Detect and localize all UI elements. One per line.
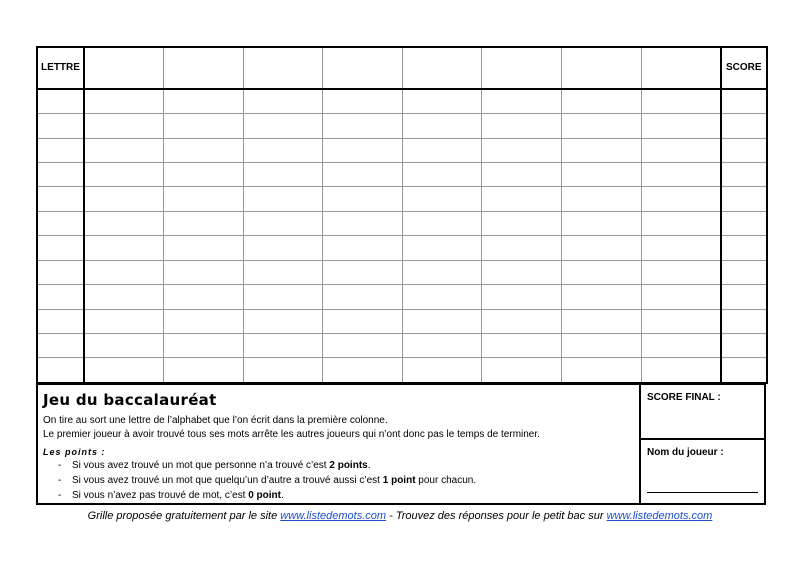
answer-cell[interactable] [641, 114, 721, 138]
grid-row [37, 138, 767, 162]
game-title: Jeu du baccalauréat [43, 391, 217, 409]
lettre-cell[interactable] [37, 114, 84, 138]
answer-cell[interactable] [562, 187, 642, 211]
answer-cell[interactable] [243, 187, 323, 211]
score-panel [639, 383, 766, 505]
answer-cell[interactable] [641, 333, 721, 357]
answer-cell[interactable] [482, 138, 562, 162]
answer-cell[interactable] [243, 309, 323, 333]
rule-item: - Si vous n’avez pas trouvé de mot, c’est 0 point. [58, 488, 476, 503]
answer-cell[interactable] [562, 358, 642, 383]
answer-cell[interactable] [641, 358, 721, 383]
category-header-cell[interactable] [84, 47, 164, 89]
score-cell[interactable] [721, 285, 767, 309]
category-header-cell[interactable] [323, 47, 403, 89]
answer-cell[interactable] [323, 285, 403, 309]
answer-cell[interactable] [323, 187, 403, 211]
grid-row [37, 211, 767, 235]
answer-cell[interactable] [482, 333, 562, 357]
answer-cell[interactable] [243, 236, 323, 260]
answer-cell[interactable] [482, 187, 562, 211]
answer-cell[interactable] [402, 138, 482, 162]
points-label: Les points : [43, 447, 106, 457]
answer-cell[interactable] [482, 163, 562, 187]
grid-row [37, 187, 767, 211]
answer-cell[interactable] [243, 89, 323, 114]
answer-cell[interactable] [164, 260, 244, 284]
answer-cell[interactable] [482, 211, 562, 235]
rules-box [36, 383, 640, 505]
answer-cell[interactable] [402, 163, 482, 187]
answer-cell[interactable] [243, 114, 323, 138]
lettre-cell[interactable] [37, 236, 84, 260]
answer-cell[interactable] [562, 138, 642, 162]
score-cell[interactable] [721, 163, 767, 187]
answer-cell[interactable] [562, 260, 642, 284]
lettre-cell[interactable] [37, 138, 84, 162]
answer-cell[interactable] [84, 211, 164, 235]
score-cell[interactable] [721, 114, 767, 138]
footer [0, 510, 800, 522]
score-cell[interactable] [721, 333, 767, 357]
score-cell[interactable] [721, 260, 767, 284]
rule-item: - Si vous avez trouvé un mot que personne n’a trouvé c’est 2 points. [58, 458, 476, 473]
grid-row [37, 89, 767, 114]
answer-cell[interactable] [164, 236, 244, 260]
answer-cell[interactable] [562, 333, 642, 357]
answer-cell[interactable] [562, 309, 642, 333]
category-header-cell[interactable] [402, 47, 482, 89]
category-header-cell[interactable] [482, 47, 562, 89]
answer-cell[interactable] [243, 163, 323, 187]
grid-row [37, 163, 767, 187]
answer-cell[interactable] [482, 114, 562, 138]
answer-cell[interactable] [323, 163, 403, 187]
lettre-cell[interactable] [37, 285, 84, 309]
answer-cell[interactable] [84, 163, 164, 187]
answer-cell[interactable] [243, 285, 323, 309]
answer-cell[interactable] [84, 260, 164, 284]
answer-cell[interactable] [84, 236, 164, 260]
answer-cell[interactable] [482, 236, 562, 260]
answer-cell[interactable] [323, 260, 403, 284]
answer-cell[interactable] [641, 163, 721, 187]
answer-cell[interactable] [84, 89, 164, 114]
footer-link-2[interactable]: www.listedemots.com [606, 510, 713, 522]
answer-cell[interactable] [243, 260, 323, 284]
answer-cell[interactable] [562, 285, 642, 309]
score-cell[interactable] [721, 187, 767, 211]
answer-cell[interactable] [562, 211, 642, 235]
answer-cell[interactable] [641, 260, 721, 284]
answer-cell[interactable] [482, 260, 562, 284]
intro-line-1: On tire au sort une lettre de l’alphabet que l’on écrit dans la première colonne. [43, 415, 388, 426]
answer-cell[interactable] [402, 333, 482, 357]
grid-row [37, 260, 767, 284]
answer-cell[interactable] [402, 211, 482, 235]
player-name-box[interactable] [641, 440, 764, 503]
answer-cell[interactable] [482, 309, 562, 333]
answer-cell[interactable] [164, 138, 244, 162]
answer-cell[interactable] [482, 89, 562, 114]
grid-header-row [37, 47, 767, 89]
answer-cell[interactable] [641, 211, 721, 235]
answer-cell[interactable] [243, 138, 323, 162]
answer-cell[interactable] [243, 211, 323, 235]
lettre-header: LETTRE [37, 47, 84, 89]
answer-cell[interactable] [323, 358, 403, 383]
lettre-cell[interactable] [37, 358, 84, 383]
answer-cell[interactable] [562, 114, 642, 138]
answer-cell[interactable] [243, 358, 323, 383]
grid-row [37, 358, 767, 383]
category-header-cell[interactable] [562, 47, 642, 89]
answer-cell[interactable] [562, 89, 642, 114]
grid-row [37, 114, 767, 138]
score-final-box[interactable] [641, 385, 764, 440]
answer-cell[interactable] [641, 138, 721, 162]
answer-cell[interactable] [84, 138, 164, 162]
category-header-cell[interactable] [641, 47, 721, 89]
answer-cell[interactable] [84, 285, 164, 309]
answer-cell[interactable] [482, 358, 562, 383]
answer-cell[interactable] [164, 187, 244, 211]
footer-text-2: - Trouvez des réponses pour le petit bac sur [386, 510, 607, 522]
score-cell[interactable] [721, 138, 767, 162]
answer-cell[interactable] [84, 333, 164, 357]
rules-list [58, 458, 476, 503]
lettre-cell[interactable] [37, 211, 84, 235]
answer-cell[interactable] [84, 187, 164, 211]
category-header-cell[interactable] [243, 47, 323, 89]
answer-cell[interactable] [402, 236, 482, 260]
answer-cell[interactable] [323, 236, 403, 260]
answer-cell[interactable] [562, 236, 642, 260]
lettre-cell[interactable] [37, 309, 84, 333]
intro-text [43, 414, 540, 442]
answer-cell[interactable] [323, 309, 403, 333]
player-name-label: Nom du joueur : [647, 447, 724, 458]
answer-cell[interactable] [562, 163, 642, 187]
footer-link-1[interactable]: www.listedemots.com [280, 510, 387, 522]
score-final-label: SCORE FINAL : [647, 392, 721, 403]
answer-cell[interactable] [402, 309, 482, 333]
answer-cell[interactable] [323, 333, 403, 357]
grid-row [37, 236, 767, 260]
score-cell[interactable] [721, 236, 767, 260]
grid-row [37, 285, 767, 309]
rule-item: - Si vous avez trouvé un mot que quelqu’un d’autre a trouvé aussi c’est 1 point pour chacun. [58, 473, 476, 488]
answer-cell[interactable] [482, 285, 562, 309]
score-cell[interactable] [721, 358, 767, 383]
answer-cell[interactable] [323, 89, 403, 114]
lettre-cell[interactable] [37, 187, 84, 211]
player-name-line [647, 492, 758, 493]
baccalaureat-grid [36, 46, 768, 384]
answer-cell[interactable] [323, 138, 403, 162]
grid-row [37, 309, 767, 333]
answer-cell[interactable] [164, 114, 244, 138]
answer-cell[interactable] [402, 358, 482, 383]
answer-cell[interactable] [164, 333, 244, 357]
category-header-cell[interactable] [164, 47, 244, 89]
answer-cell[interactable] [164, 89, 244, 114]
lettre-cell[interactable] [37, 163, 84, 187]
answer-cell[interactable] [84, 309, 164, 333]
score-cell[interactable] [721, 309, 767, 333]
answer-cell[interactable] [402, 285, 482, 309]
score-header: SCORE [721, 47, 767, 89]
score-cell[interactable] [721, 89, 767, 114]
answer-cell[interactable] [164, 309, 244, 333]
score-cell[interactable] [721, 211, 767, 235]
lettre-cell[interactable] [37, 333, 84, 357]
answer-cell[interactable] [323, 114, 403, 138]
answer-cell[interactable] [164, 285, 244, 309]
answer-cell[interactable] [84, 358, 164, 383]
footer-text-1: Grille proposée gratuitement par le site [87, 510, 281, 522]
answer-cell[interactable] [402, 89, 482, 114]
grid-row [37, 333, 767, 357]
answer-cell[interactable] [164, 163, 244, 187]
answer-cell[interactable] [323, 211, 403, 235]
answer-cell[interactable] [164, 211, 244, 235]
answer-cell[interactable] [164, 358, 244, 383]
answer-cell[interactable] [243, 333, 323, 357]
lettre-cell[interactable] [37, 260, 84, 284]
answer-cell[interactable] [641, 285, 721, 309]
answer-cell[interactable] [402, 114, 482, 138]
answer-cell[interactable] [402, 260, 482, 284]
answer-cell[interactable] [641, 187, 721, 211]
answer-cell[interactable] [641, 236, 721, 260]
intro-line-2: Le premier joueur à avoir trouvé tous ses mots arrête les autres joueurs qui n’ont donc pas le temps de terminer. [43, 429, 540, 440]
lettre-cell[interactable] [37, 89, 84, 114]
answer-cell[interactable] [402, 187, 482, 211]
answer-cell[interactable] [641, 89, 721, 114]
answer-cell[interactable] [84, 114, 164, 138]
answer-cell[interactable] [641, 309, 721, 333]
